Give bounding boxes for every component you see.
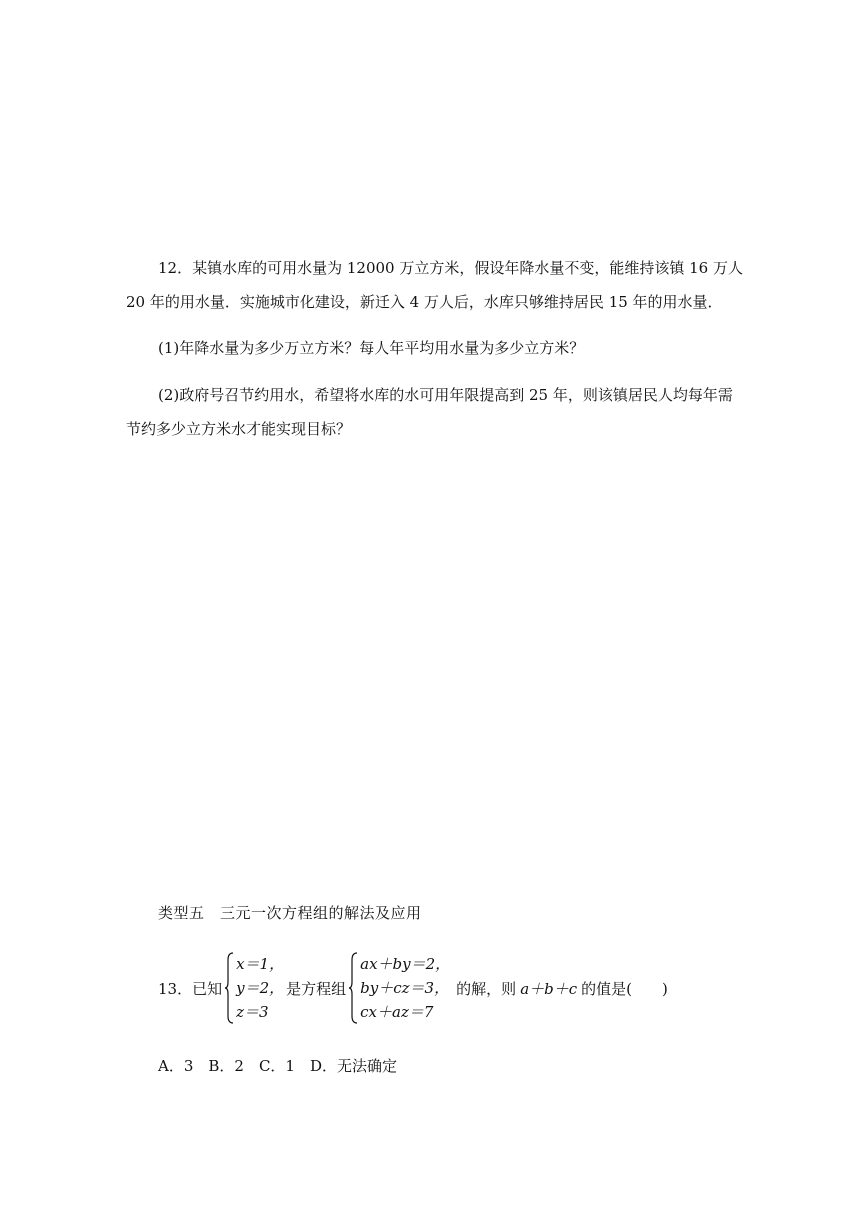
equation-system — [348, 952, 450, 1024]
solution-line: x＝1， — [236, 955, 285, 973]
left-brace-icon — [224, 952, 234, 1024]
solution-line: z＝3 — [236, 1003, 269, 1021]
problem-13-middle: 是方程组 — [286, 979, 347, 998]
problem-12-part-2-line-1: (2)政府号召节约用水，希望将水库的水可用年限提高到 25 年，则该镇居民人均每年需 — [158, 386, 733, 404]
system-equation: by＋cz＝3， — [360, 979, 450, 997]
left-brace-icon — [348, 952, 358, 1024]
problem-13-expression: a＋b＋c — [520, 979, 578, 998]
problem-13-suffix-a: 的解，则 — [456, 979, 517, 998]
problem-12-part-1: (1)年降水量为多少万立方米？每人年平均用水量为多少立方米？ — [158, 339, 585, 357]
problem-13-equation-row — [158, 950, 668, 1026]
system-equation: ax＋by＝2， — [360, 955, 451, 973]
problem-13-prefix: 13．已知 — [158, 979, 223, 998]
problem-12-part-2-line-2: 节约多少立方米水才能实现目标？ — [126, 420, 352, 438]
problem-12-line-2: 20 年的用水量．实施城市化建设，新迁入 4 万人后，水库只够维持居民 15 年的用水量． — [126, 293, 723, 311]
problem-13-suffix-b: 的值是( ) — [581, 979, 668, 998]
problem-12-line-1: 12．某镇水库的可用水量为 12000 万立方米，假设年降水量不变，能维持该镇 16 万人 — [158, 259, 743, 277]
problem-13-options: A．3 B．2 C．1 D．无法确定 — [158, 1057, 397, 1075]
solution-line: y＝2， — [236, 979, 285, 997]
section-heading: 类型五 三元一次方程组的解法及应用 — [158, 904, 422, 922]
system-equation: cx＋az＝7 — [360, 1003, 434, 1021]
solution-system — [224, 952, 284, 1024]
